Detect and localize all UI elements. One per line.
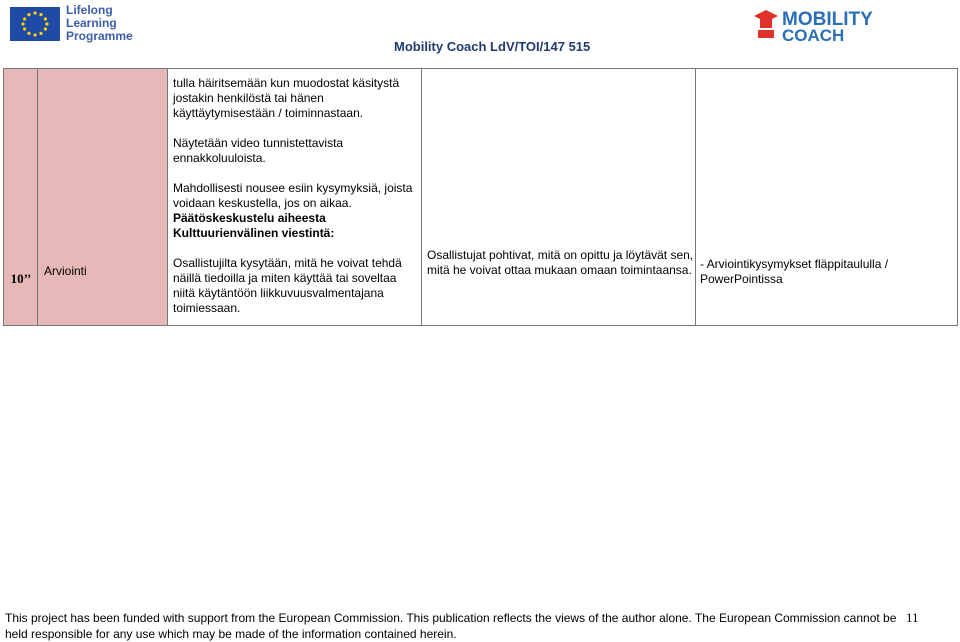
phase-cell [38,69,168,325]
graduation-cap-icon [754,10,778,38]
time-value: 10’’ [10,271,32,286]
mobility-coach-logo [752,4,914,42]
outcome-cell [422,69,696,325]
activity-text [173,76,419,316]
document-title: Mobility Coach LdV/TOI/147 515 [394,39,591,54]
activity-paragraph: Osallistujilta kysytään, mitä he voivat tehdä näillä tiedoilla ja miten käyttää tai soveltaa niitä käytäntöön liikkuvuusvalmentajana toimiessaan. [173,256,402,315]
eu-flag-icon [10,7,60,41]
lesson-plan-table [3,68,958,326]
activity-heading: Päätöskeskustelu aiheesta Kulttuurienvälinen viestintä: [173,211,335,240]
activity-paragraph: Näytetään video tunnistettavista ennakkoluuloista. [173,136,344,165]
materials-text: - Arviointikysymykset fläppitaululla / PowerPointissa [700,257,889,286]
logo-text-line: Programme [66,29,133,43]
time-cell [4,69,38,325]
lifelong-learning-logo [10,4,133,43]
logo-text-line: Learning [66,16,117,30]
logo-text-line: Lifelong [66,3,113,17]
activity-paragraph: Mahdollisesti nousee esiin kysymyksiä, joista voidaan keskustella, jos on aikaa. [173,181,413,210]
activity-paragraph: tulla häiritsemään kun muodostat käsitystä jostakin henkilöstä tai hänen käyttäytymisestään / toiminnastaan. [173,76,400,120]
logo-word-mobility: MOBILITY [782,9,873,30]
funding-disclaimer: This project has been funded with support from the European Commission. This publication reflects the views of the author alone. The European Commission cannot be held responsible for any use which may be made of the information contained herein. [5,611,897,641]
outcome-text: Osallistujat pohtivat, mitä on opittu ja löytävät sen, mitä he voivat ottaa mukaan omaan toimintaansa. [427,248,694,277]
page-number: 11 [906,610,919,625]
logo-word-coach: COACH [782,26,845,42]
phase-label: Arviointi [44,264,87,278]
